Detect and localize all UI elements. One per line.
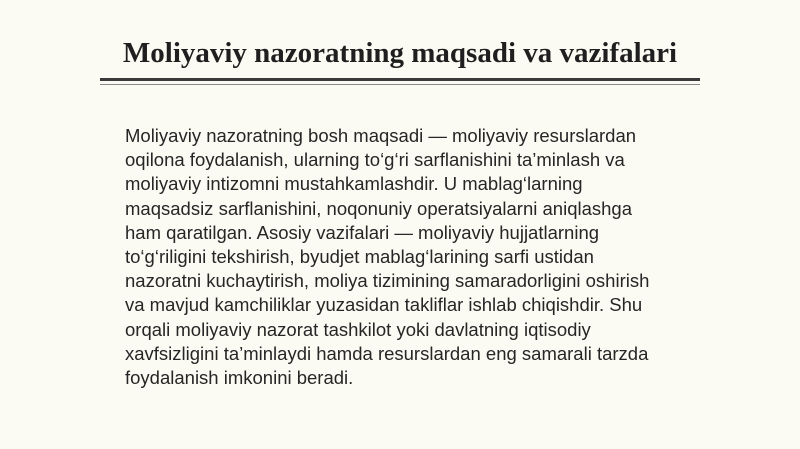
- paragraph-line: ham qaratilgan. Asosiy vazifalari — moliyaviy hujjatlarning: [125, 221, 600, 243]
- paragraph-line: moliyaviy intizomni mustahkamlashdir. U mablag‘larning: [125, 173, 583, 195]
- title-underline-thin: [100, 84, 700, 85]
- paragraph-line: oqilona foydalanish, ularning to‘g‘ri sarflanishini ta’minlash va: [125, 149, 625, 171]
- body-paragraph: [125, 124, 705, 390]
- paragraph-line: xavfsizligini ta’minlaydi hamda resurslardan eng samarali tarzda: [125, 342, 649, 364]
- paragraph-line: orqali moliyaviy nazorat tashkilot yoki davlatning iqtisodiy: [125, 318, 591, 340]
- slide-title: Moliyaviy nazoratning maqsadi va vazifalari: [122, 37, 678, 69]
- title-underline-thick: [100, 78, 700, 81]
- paragraph-line: maqsadsiz sarflanishini, noqonuniy operatsiyalarni aniqlashga: [125, 197, 632, 219]
- paragraph-line: foydalanish imkonini beradi.: [125, 367, 354, 389]
- paragraph-line: Moliyaviy nazoratning bosh maqsadi — moliyaviy resurslardan: [125, 125, 637, 146]
- paragraph-line: nazoratni kuchaytirish, moliya tizimining samaradorligini oshirish: [125, 270, 650, 292]
- paragraph-line: to‘g‘riligini tekshirish, byudjet mablag‘larining sarfi ustidan: [125, 246, 594, 268]
- paragraph-line: va mavjud kamchiliklar yuzasidan takliflar ishlab chiqishdir. Shu: [125, 294, 643, 316]
